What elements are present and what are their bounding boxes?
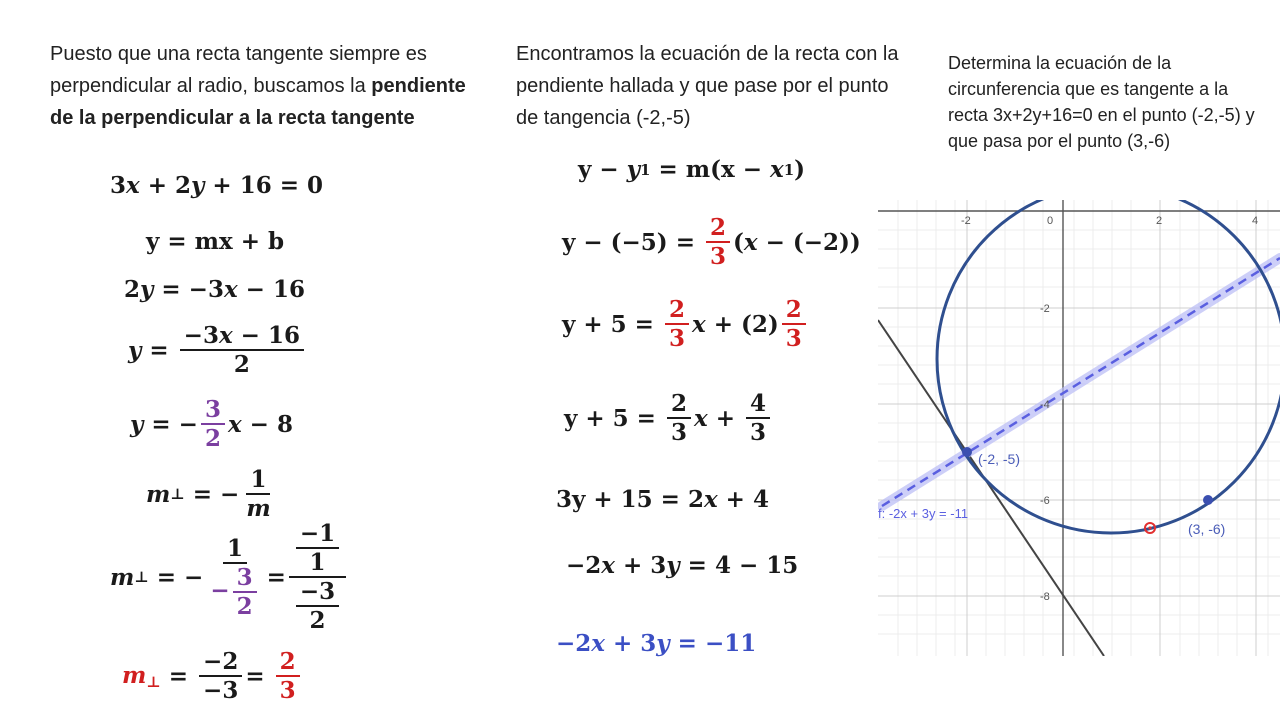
eq-expanded: y + 5 = $\frac{2}{3}$ x + (2) $\frac{2}{3}$ (562, 296, 809, 352)
x-tick-2: 2 (1156, 215, 1163, 227)
x-tick-0: 0 (1047, 215, 1054, 227)
eq-final: −2 x + 3 y = −11 (556, 630, 757, 657)
eq-rearranged: −2 x + 3 y = 4 − 15 (566, 552, 799, 579)
eq-multiplied: 3y + 15 = 2 x + 4 (556, 486, 769, 513)
x-tick-4: 4 (1252, 215, 1259, 227)
col2-intro: Encontramos la ecuación de la recta con la pendiente hallada y que pase por el punto de tangencia (-2,-5) (516, 43, 899, 129)
geogebra-graph (878, 200, 1280, 660)
point-b (1203, 495, 1213, 505)
eq-perp-substitute: m ⊥ = − 1 − $\frac{3}{2}$ = $\frac{\frac{-1}{1}}{\frac{-3}{2}}$ (110, 520, 349, 634)
problem-statement: Determina la ecuación de la circunferencia que es tangente a la recta 3x+2y+16=0 en el punto (-2,-5) y que pasa por el punto (3,-6) (948, 53, 1255, 151)
point-a-label: (-2, -5) (978, 451, 1020, 467)
line-label: f: -2x + 3y = -11 (878, 506, 969, 521)
point-a (962, 447, 972, 457)
col1-intro-plain: Puesto que una recta tangente siempre es perpendicular al radio, buscamos la (50, 43, 427, 97)
eq-isolate-2y: 2 y = −3 x − 16 (124, 276, 305, 303)
eq-y-slope: y = − $\frac{3}{2}$ x − 8 (130, 396, 293, 452)
x-tick-neg2: -2 (961, 215, 971, 227)
eq-simplified: y + 5 = $\frac{2}{3}$ x + $\frac{4}{3}$ (564, 390, 773, 446)
col1-intro-bold: pendiente de la perpendicular a la recta tangente (50, 75, 466, 129)
eq-slope-form: y = mx + b (146, 228, 285, 255)
col1-intro (50, 38, 490, 134)
point-b-label: (3, -6) (1188, 521, 1226, 537)
eq-y-fraction: y = $\frac{-3x - 16}{2}$ (128, 322, 307, 378)
y-tick-neg4: -4 (1040, 399, 1050, 411)
eq-perp-result: m⊥ = $\frac{-2}{-3}$ = $\frac{2}{3}$ (122, 648, 303, 704)
eq-substituted: y − (−5) = $\frac{2}{3}$ ( x − (−2)) (562, 214, 861, 270)
y-tick-neg8: -8 (1040, 591, 1050, 603)
y-tick-neg6: -6 (1040, 495, 1050, 507)
eq-point-slope: y − y 1 = m(x − x 1 ) (578, 156, 806, 183)
eq-perp-formula: m ⊥ = − $\frac{1}{m}$ (146, 466, 271, 522)
eq-tangent-line: 3 x + 2 y + 16 = 0 (110, 172, 323, 199)
y-tick-neg2: -2 (1040, 303, 1050, 315)
